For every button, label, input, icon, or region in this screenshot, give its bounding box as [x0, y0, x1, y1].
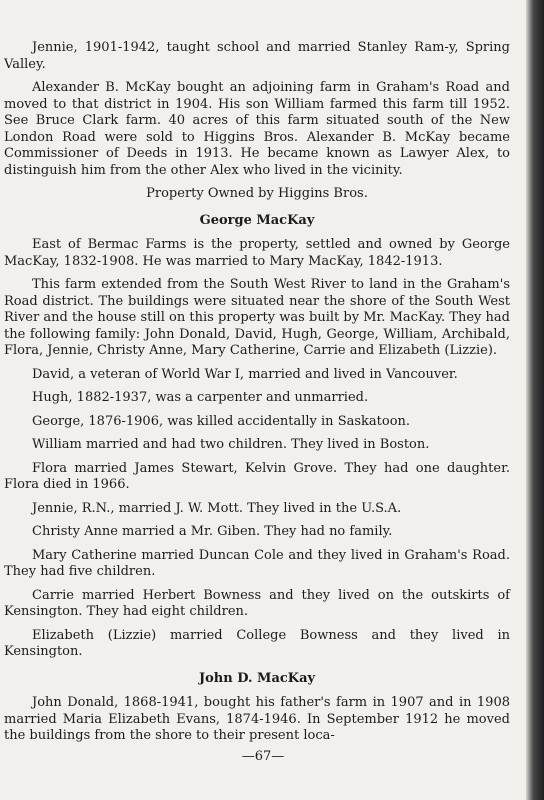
paragraph-george-intro: East of Bermac Farms is the property, settled and owned by George MacKay, 1832-1908. He was married to Mary MacKay, 1842-1913. — [4, 237, 510, 269]
paragraph-christy-anne: Christy Anne married a Mr. Giben. They had no family. — [32, 524, 393, 539]
paragraph-farm-family: This farm extended from the South West River to land in the Graham's Road district. The buildings were situated near the shore of the South West River and the house still on this property was built by Mr. MacKay. They had the following family: John Donald, David, Hugh, George, William, Archibald, Flora, Jennie, Christy Anne, Mary Catherine, Carrie and Elizabeth (Lizzie). — [4, 277, 510, 358]
paragraph-david: David, a veteran of World War I, married and lived in Vancouver. — [32, 366, 458, 382]
section-heading-george-mackay: George MacKay — [199, 212, 315, 228]
paragraph-john-donald: John Donald, 1868-1941, bought his father's farm in 1907 and in 1908 married Maria Elizabeth Evans, 1874-1946. In September 1912 he moved the buildings from the shore to their present loca- — [4, 695, 510, 743]
page-edge-shadow — [526, 0, 544, 800]
paragraph-mary-catherine: Mary Catherine married Duncan Cole and they lived in Graham's Road. They had five children. — [4, 547, 510, 579]
page-number: —67— — [241, 749, 285, 764]
section-heading-john-d-mackay: John D. MacKay — [198, 670, 316, 686]
paragraph-hugh: Hugh, 1882-1937, was a carpenter and unmarried. — [32, 390, 369, 405]
paragraph-william: William married and had two children. They lived in Boston. — [32, 437, 430, 452]
paragraph-jennie: Jennie, 1901-1942, taught school and married Stanley Ram-y, Spring Valley. — [4, 40, 510, 72]
paragraph-alexander-mckay: Alexander B. McKay bought an adjoining farm in Graham's Road and moved to that district in 1904. His son William farmed this farm till 1952. See Bruce Clark farm. 40 acres of this farm situated south of the New London Road were sold to Higgins Bros. Alexander B. McKay became Commissioner of Deeds in 1913. He became known as Lawyer Alex, to distinguish him from the other Alex who lived in the vicinity. — [4, 80, 510, 178]
page-body — [0, 40, 510, 752]
paragraph-elizabeth: Elizabeth (Lizzie) married College Bowness and they lived in Kensington. — [4, 627, 510, 659]
paragraph-jennie-rn: Jennie, R.N., married J. W. Mott. They lived in the U.S.A. — [32, 500, 402, 516]
paragraph-carrie: Carrie married Herbert Bowness and they lived on the outskirts of Kensington. They had eight children. — [4, 587, 510, 619]
property-note: Property Owned by Higgins Bros. — [146, 186, 368, 201]
paragraph-george: George, 1876-1906, was killed accidentally in Saskatoon. — [32, 413, 411, 429]
paragraph-flora: Flora married James Stewart, Kelvin Grove. They had one daughter. Flora died in 1966. — [4, 460, 510, 492]
